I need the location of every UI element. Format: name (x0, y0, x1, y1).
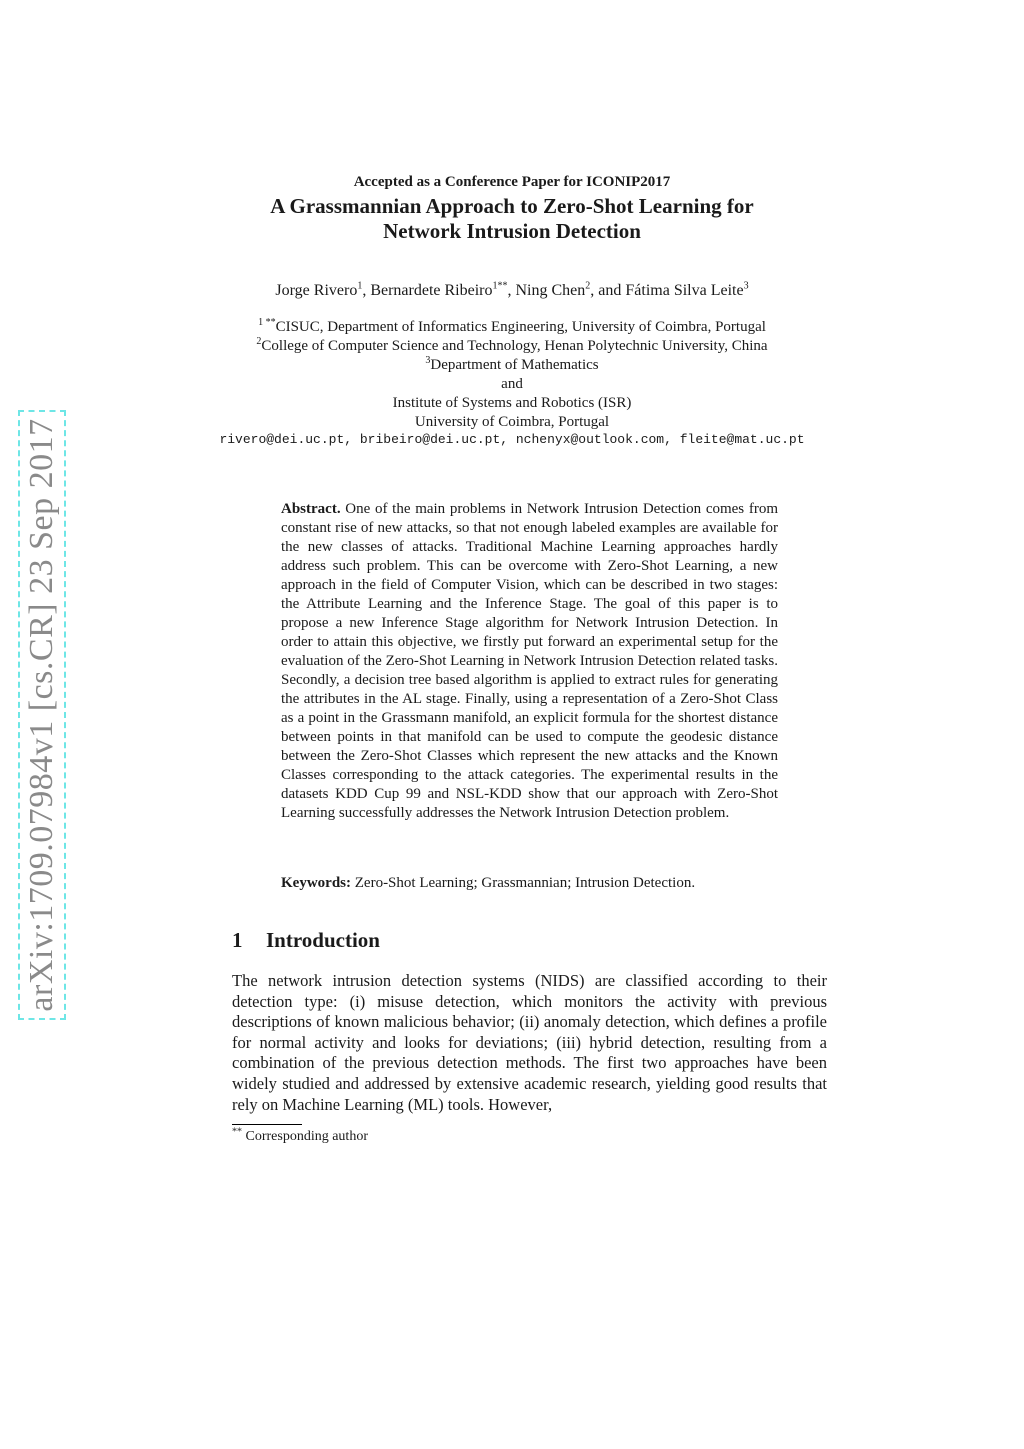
affiliation-sup: 1 ** (258, 317, 276, 328)
section-title: Introduction (266, 928, 380, 952)
footnote (232, 1126, 368, 1145)
affiliation-text: Department of Mathematics (430, 357, 599, 373)
affiliation-2 (0, 337, 1024, 356)
section-number: 1 (232, 928, 243, 952)
title-line-1: A Grassmannian Approach to Zero-Shot Learning for (270, 194, 754, 218)
affiliation-and: and (501, 376, 523, 392)
arxiv-stamp: arXiv:1709.07984v1 [cs.CR] 23 Sep 2017 (23, 418, 60, 1012)
author-separator: , (507, 282, 516, 299)
author-name: Ning Chen (515, 282, 586, 299)
title-line-2: Network Intrusion Detection (383, 219, 641, 243)
footnote-rule (232, 1124, 302, 1125)
author-name: Bernardete Ribeiro (370, 282, 493, 299)
keywords-text: Zero-Shot Learning; Grassmannian; Intrusion Detection. (354, 875, 696, 891)
affiliation-university: University of Coimbra, Portugal (414, 414, 610, 430)
affiliation-sup: 3 (425, 355, 431, 366)
affiliations (0, 318, 1024, 432)
keywords-label: Keywords: (281, 875, 351, 891)
footnote-mark: ** (232, 1126, 242, 1138)
conference-note: Accepted as a Conference Paper for ICONIP2017 (353, 174, 671, 190)
author-name: Fátima Silva Leite (625, 282, 744, 299)
paper-title (0, 194, 1024, 244)
author-name: Jorge Rivero (275, 282, 358, 299)
author-sup: 1 (357, 280, 363, 292)
affiliation-1 (0, 318, 1024, 337)
abstract-label: Abstract. (281, 501, 341, 517)
abstract (281, 500, 778, 823)
abstract-text: One of the main problems in Network Intrusion Detection comes from constant rise of new attacks, so that not enough labeled examples are available for the new classes of attacks. Traditional Machine Learning approaches hardly address such problem. This can be overcome with Zero-Shot Learning, a new approach in the field of Computer Vision, which can be described in two stages: the Attribute Learning and the Inference Stage. The goal of this paper is to propose a new Inference Stage algorithm for Network Intrusion Detection. In order to attain this objective, we firstly put forward an experimental setup for the evaluation of the Zero-Shot Learning in Network Intrusion Detection related tasks. Secondly, a decision tree based algorithm is applied to extract rules for generating the attributes in the AL stage. Finally, using a representation of a Zero-Shot Class as a point in the Grassmann manifold, an explicit formula for the shortest distance between points in that manifold can be used to compute the geodesic distance between the Zero-Shot Classes which represent the new attacks and the Known Classes corresponding to the attack categories. The experimental results in the datasets KDD Cup 99 and NSL-KDD show that our approach with Zero-Shot Learning successfully addresses the Network Intrusion Detection problem. (281, 501, 778, 821)
author-separator: , (362, 282, 371, 299)
author-emails[interactable]: rivero@dei.uc.pt, bribeiro@dei.uc.pt, nchenyx@outlook.com, fleite@mat.uc.pt (219, 432, 805, 447)
author-sup: 1** (492, 280, 508, 292)
affiliation-institute: Institute of Systems and Robotics (ISR) (392, 395, 632, 411)
author-list (0, 282, 1024, 300)
footnote-text: Corresponding author (245, 1129, 368, 1144)
author-sup: 3 (743, 280, 749, 292)
affiliation-sup: 2 (256, 336, 262, 347)
affiliation-3 (0, 356, 1024, 375)
affiliation-text: College of Computer Science and Technology, Henan Polytechnic University, China (261, 338, 768, 354)
author-sup: 2 (585, 280, 591, 292)
author-separator: , and (590, 282, 626, 299)
affiliation-text: CISUC, Department of Informatics Engineering, University of Coimbra, Portugal (275, 319, 766, 335)
intro-paragraph: The network intrusion detection systems (NIDS) are classified according to their detection type: (i) misuse detection, which monitors the activity with previous descriptions of known malicious behavior; (ii) anomaly detection, which defines a profile for normal activity and looks for deviations; (iii) hybrid detection, resulting from a combination of the previous detection methods. The first two approaches have been widely studied and addressed by extensive academic research, yielding good results that rely on Machine Learning (ML) tools. However, (232, 971, 827, 1114)
section-heading (232, 928, 380, 953)
keywords (281, 875, 801, 892)
